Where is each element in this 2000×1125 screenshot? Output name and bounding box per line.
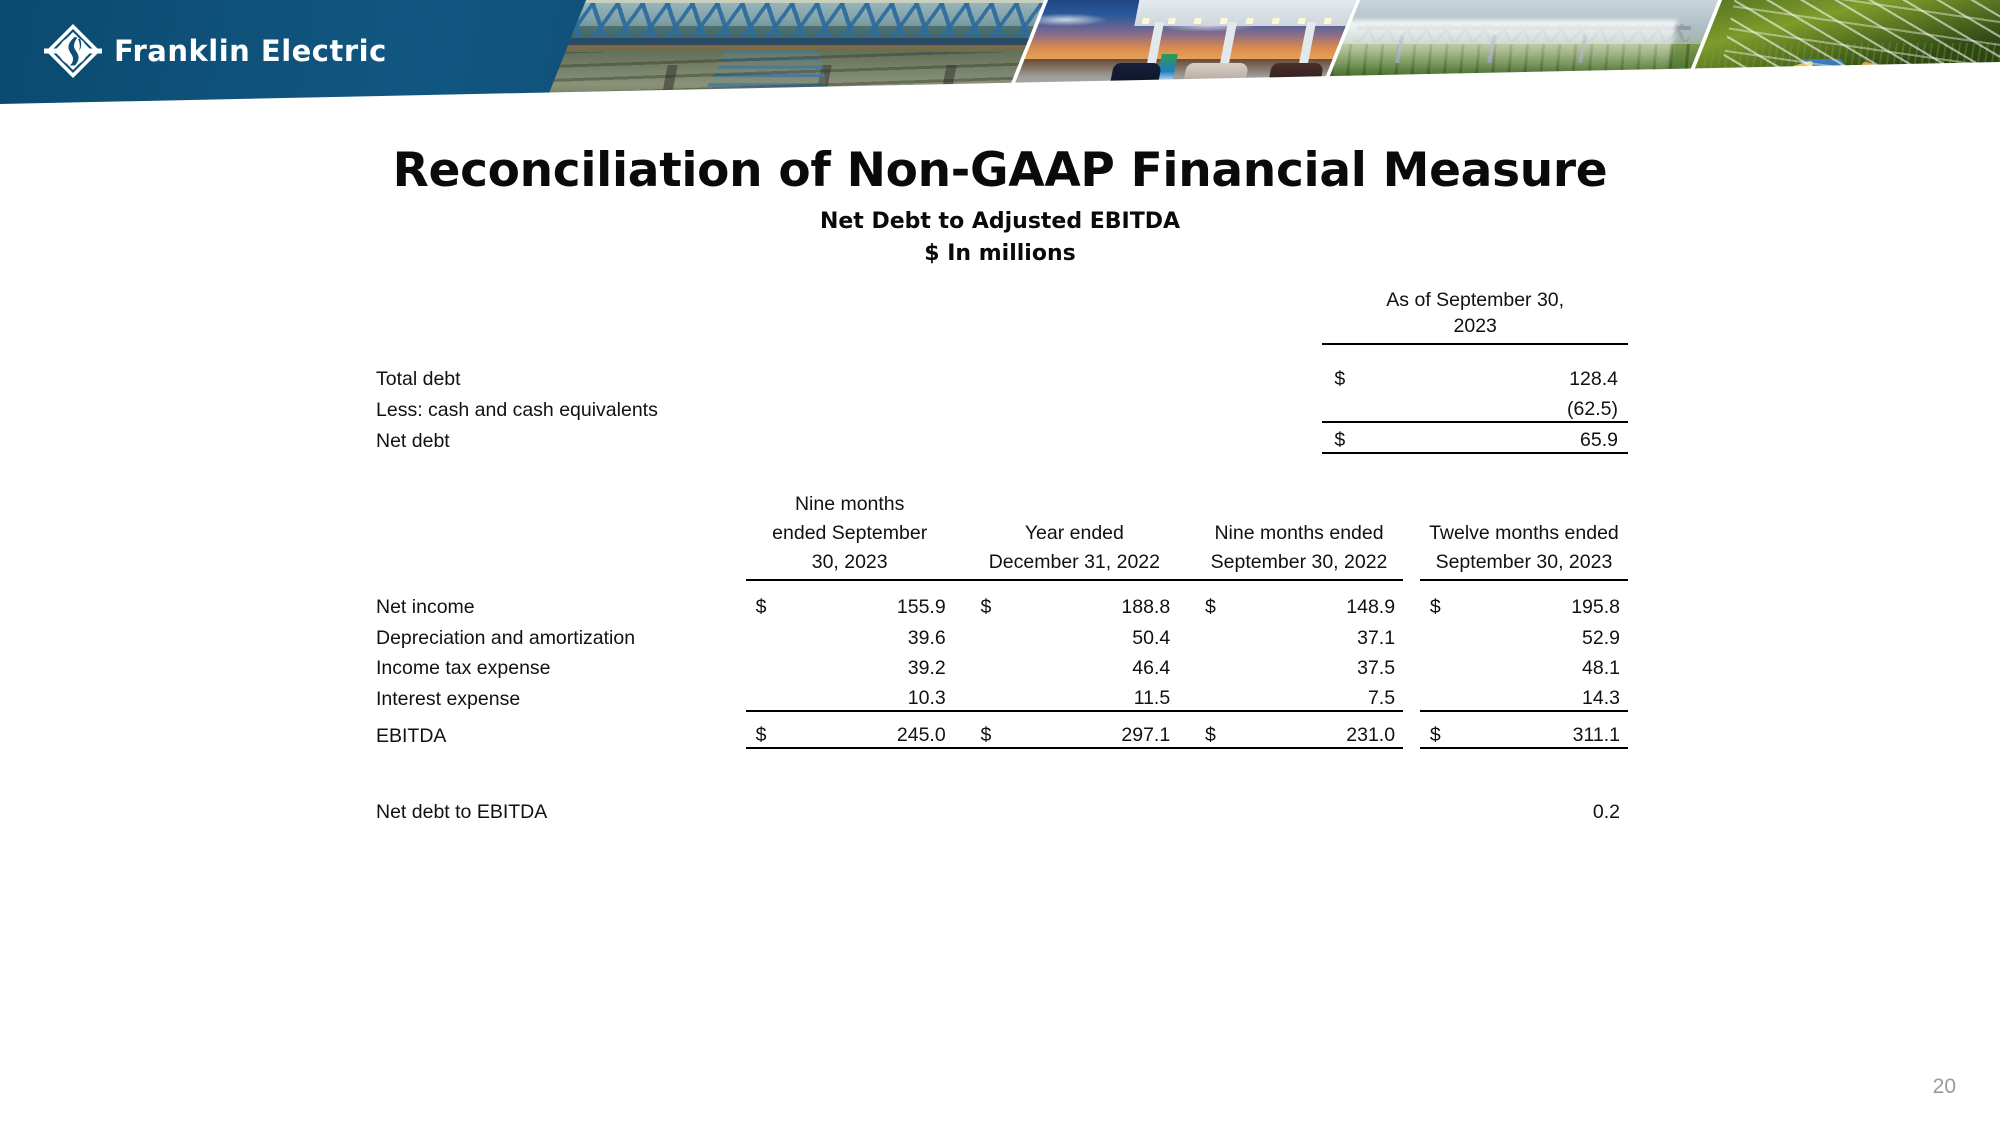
- row-value: 39.6: [907, 626, 946, 649]
- row-value: 148.9: [1346, 596, 1396, 619]
- row-value: 311.1: [1572, 724, 1620, 747]
- row-label: Net income: [376, 596, 475, 619]
- row-currency: $: [755, 596, 767, 619]
- page-number: 20: [1932, 1075, 1956, 1098]
- row-currency: $: [1429, 724, 1441, 747]
- table-header-row: [374, 288, 1628, 344]
- ebitda-col3-header-line1: [1195, 492, 1403, 521]
- row-currency: [1195, 619, 1232, 650]
- row-value: 48.1: [1582, 657, 1620, 680]
- row-value: 14.3: [1582, 686, 1620, 709]
- table-row: [374, 391, 1628, 422]
- row-value: 11.5: [1133, 686, 1171, 709]
- row-currency: $: [1205, 596, 1216, 619]
- row-currency: $: [1334, 367, 1346, 390]
- table-row-total: [374, 718, 1628, 749]
- ebitda-col2-header-line1: [971, 492, 1179, 521]
- row-value: 10.3: [907, 686, 946, 709]
- row-label: Less: cash and cash equivalents: [376, 398, 658, 421]
- row-currency: [971, 680, 1008, 711]
- row-currency: $: [980, 596, 992, 619]
- ebitda-col1-header-line1: Nine months: [794, 493, 905, 515]
- net-debt-col-header-line1: As of September 30,: [1386, 289, 1565, 311]
- row-value: 7.5: [1367, 686, 1396, 709]
- ebitda-col2-header-line3: December 31, 2022: [988, 550, 1160, 573]
- ebitda-col3-header-line2: Nine months ended: [1214, 521, 1384, 544]
- row-currency: [1420, 680, 1457, 711]
- row-value: (62.5): [1567, 397, 1618, 420]
- row-currency: [1322, 391, 1385, 422]
- table-row: [374, 589, 1628, 620]
- row-value: 52.9: [1582, 626, 1620, 649]
- ebitda-col3-header-line3: September 30, 2022: [1210, 550, 1388, 573]
- row-currency: $: [755, 724, 767, 747]
- page-subtitle-1: Net Debt to Adjusted EBITDA: [819, 209, 1181, 234]
- row-label: Depreciation and amortization: [376, 626, 636, 649]
- row-currency: $: [980, 724, 992, 747]
- row-currency: [1420, 650, 1457, 681]
- page-subtitle-2: $ In millions: [924, 241, 1076, 266]
- table-row: [374, 360, 1628, 391]
- ebitda-col1-header-line2: ended September: [772, 521, 928, 544]
- row-label: Net debt to EBITDA: [376, 801, 548, 824]
- row-currency: [971, 650, 1008, 681]
- ebitda-col2-header-line2: Year ended: [1024, 521, 1124, 544]
- row-currency: [746, 680, 783, 711]
- row-label: Interest expense: [376, 687, 521, 710]
- ebitda-col4-header-line3: September 30, 2023: [1435, 550, 1613, 573]
- row-currency: [746, 619, 783, 650]
- ebitda-reconciliation-table: [374, 492, 1628, 824]
- row-label: Income tax expense: [376, 657, 551, 680]
- ebitda-col4-header-line1: [1420, 492, 1628, 521]
- table-row-summary: [374, 794, 1628, 824]
- ebitda-subtotal-rule: [374, 711, 1628, 718]
- row-currency: $: [1205, 724, 1216, 747]
- row-value: 65.9: [1386, 422, 1628, 453]
- table-row: [374, 619, 1628, 650]
- row-value: 39.2: [907, 657, 946, 680]
- row-value: 46.4: [1132, 657, 1171, 680]
- net-debt-col-header: [1322, 288, 1628, 344]
- row-value: 155.9: [896, 596, 946, 619]
- row-value: 128.4: [1569, 367, 1618, 390]
- franklin-electric-logo: [44, 22, 387, 80]
- ebitda-col4-header-line2: Twelve months ended: [1429, 521, 1619, 544]
- row-value: 37.5: [1357, 657, 1396, 680]
- company-name: Franklin Electric: [114, 34, 387, 68]
- row-currency: $: [1322, 422, 1385, 453]
- ebitda-col1-header-line3: 30, 2023: [811, 550, 888, 573]
- row-value: 245.0: [896, 724, 946, 747]
- row-currency: [1420, 619, 1457, 650]
- row-currency: [971, 619, 1008, 650]
- row-value: 37.1: [1357, 626, 1396, 649]
- row-value: 0.2: [1592, 801, 1620, 824]
- table-header-row-3: [374, 550, 1628, 580]
- spacer-row: [374, 754, 1628, 794]
- page-title: Reconciliation of Non-GAAP Financial Measure: [392, 143, 1608, 198]
- row-value: 297.1: [1121, 724, 1171, 747]
- row-currency: [746, 650, 783, 681]
- net-debt-col-header-line2: 2023: [1453, 314, 1497, 337]
- ebitda-header-rule: [374, 580, 1628, 589]
- row-value: 50.4: [1132, 626, 1171, 649]
- net-debt-header-rule: [374, 344, 1628, 360]
- table-row: [374, 650, 1628, 681]
- row-value: 188.8: [1121, 596, 1171, 619]
- table-header-row-2: [374, 521, 1628, 550]
- table-row: [374, 680, 1628, 711]
- row-currency: [1195, 680, 1232, 711]
- row-value: 231.0: [1346, 724, 1396, 747]
- row-label: Total debt: [376, 367, 461, 390]
- franklin-electric-diamond-logo-icon: [44, 22, 102, 80]
- row-label: EBITDA: [376, 725, 447, 748]
- header-banner: [0, 0, 2000, 130]
- row-value: 195.8: [1571, 596, 1620, 619]
- table-header-row-1: [374, 492, 1628, 521]
- row-currency: [1195, 650, 1232, 681]
- net-debt-table: [374, 288, 1628, 454]
- row-label: Net debt: [376, 429, 450, 452]
- table-row-total: [374, 422, 1628, 453]
- row-currency: $: [1429, 596, 1441, 619]
